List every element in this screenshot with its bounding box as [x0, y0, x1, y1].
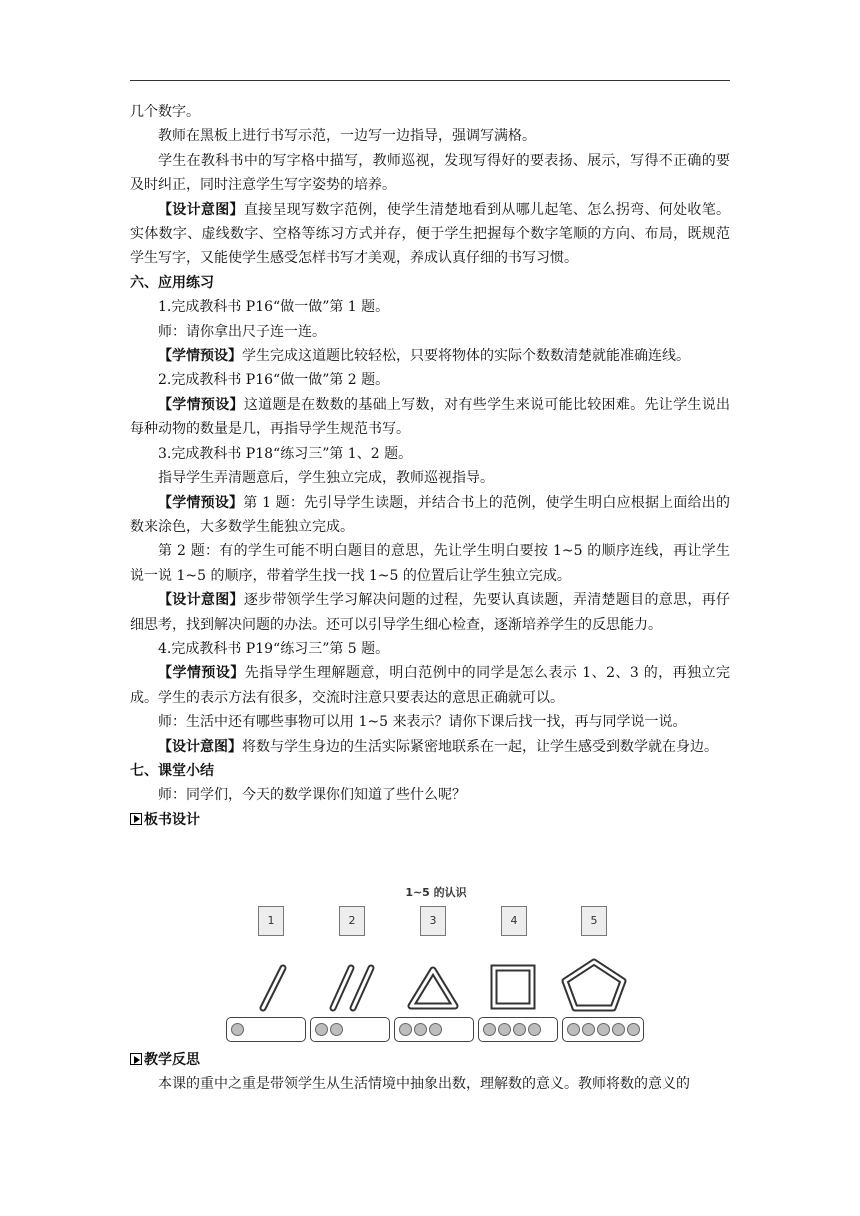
paragraph — [130, 393, 730, 442]
paragraph-text: 1.完成教科书 P16“做一做”第 1 题。 — [158, 299, 390, 316]
counter-dot — [315, 1023, 328, 1036]
dot-tray-2 — [310, 1017, 390, 1042]
counter-dot — [399, 1023, 412, 1036]
counter-dot — [483, 1023, 496, 1036]
paragraph-tag: 【设计意图】 — [158, 738, 242, 755]
counter-dot — [627, 1023, 640, 1036]
paragraph-text: 2.完成教科书 P16“做一做”第 2 题。 — [158, 372, 390, 389]
paragraph-text: 3.完成教科书 P18“练习三”第 1、2 题。 — [158, 445, 413, 462]
board-design-figure — [226, 880, 646, 1046]
play-icon — [130, 1053, 142, 1065]
paragraph-text: 这道题是在数数的基础上写数，对有些学生来说可能比较困难。先让学生说出每种动物的数量是几，再指导学生规范书写。 — [130, 396, 731, 438]
dot-tray-3 — [394, 1017, 474, 1042]
paragraph-text: 学生在教科书中的写字格中描写，教师巡视，发现写得好的要表扬、展示，写得不正确的要及时纠正，同时注意学生写字姿势的培养。 — [130, 152, 730, 194]
counter-dot — [567, 1023, 580, 1036]
counter-dot — [513, 1023, 526, 1036]
section-heading: 六、应用练习 — [130, 274, 214, 291]
paragraph — [130, 588, 730, 637]
paragraph — [130, 368, 730, 392]
paragraph — [130, 491, 730, 540]
counter-dot — [597, 1023, 610, 1036]
paragraph-text: 师：同学们，今天的数学课你们知道了些什么呢？ — [158, 787, 466, 804]
paragraph — [130, 637, 730, 661]
document-body — [130, 100, 730, 832]
number-card-4: 4 — [501, 906, 527, 936]
paragraph-text: 指导学生弄清题意后，学生独立完成，教师巡视指导。 — [158, 470, 494, 487]
header-rule — [130, 80, 730, 81]
dot-tray-1 — [226, 1017, 306, 1042]
paragraph — [130, 466, 730, 490]
number-card-2: 2 — [339, 906, 365, 936]
dot-tray-5 — [562, 1017, 644, 1042]
paragraph — [130, 344, 730, 368]
paragraph-text: 第 2 题：有的学生可能不明白题目的意思，先让学生明白要按 1~5 的顺序连线，再让学生说一说 1~5 的顺序，带着学生找一找 1~5 的位置后让学生独立完成。 — [130, 543, 730, 584]
paragraph — [130, 320, 730, 344]
paragraph-text: 本课的重中之重是带领学生从生活情境中抽象出数，理解数的意义。教师将数的意义的 — [158, 1076, 690, 1093]
counter-dot — [612, 1023, 625, 1036]
paragraph-tag: 【学情预设】 — [158, 396, 244, 413]
paragraph — [130, 783, 730, 807]
counter-dot — [498, 1023, 511, 1036]
section-heading: 七、课堂小结 — [130, 762, 214, 779]
paragraph-tag: 【学情预设】 — [158, 348, 242, 365]
paragraph-text: 先指导学生理解题意，明白范例中的同学是怎么表示 1、2、3 的，再独立完成。学生的表示方法有很多，交流时注意只要表达的意思正确就可以。 — [130, 665, 731, 706]
paragraph-text: 4.完成教科书 P19“练习三”第 5 题。 — [158, 640, 390, 657]
square-sticks — [494, 968, 532, 1006]
paragraph-text: 逐步带领学生学习解决问题的过程，先要认真读题，弄清楚题目的意思，再仔细思考，找到解决问题的办法。还可以引导学生细心检查，逐渐培养学生的反思能力。 — [130, 592, 731, 633]
paragraph — [130, 735, 730, 759]
paragraph — [130, 661, 730, 710]
paragraph — [130, 124, 730, 148]
paragraph — [130, 710, 730, 734]
paragraph-text: 教师在黑板上进行书写示范，一边写一边指导，强调写满格。 — [158, 128, 536, 145]
paragraph — [130, 442, 730, 466]
section-title — [130, 808, 730, 832]
counter-dot — [414, 1023, 427, 1036]
play-icon — [130, 813, 142, 825]
paragraph-tag: 【学情预设】 — [158, 665, 245, 682]
paragraph-text: 将数与学生身边的生活实际紧密地联系在一起，让学生感受到数学就在身边。 — [242, 738, 718, 755]
paragraph-tag: 【学情预设】 — [158, 494, 244, 511]
paragraph — [130, 539, 730, 588]
counter-dot — [582, 1023, 595, 1036]
paragraph-tag: 【设计意图】 — [158, 592, 244, 609]
paragraph — [130, 198, 730, 271]
paragraph-tag: 【设计意图】 — [158, 201, 244, 218]
counter-dot — [231, 1023, 244, 1036]
paragraph — [130, 1072, 730, 1096]
section-title — [130, 1048, 730, 1072]
paragraph-text: 几个数字。 — [130, 104, 200, 120]
section-title-text: 板书设计 — [144, 811, 200, 828]
paragraph-text: 师：生活中还有哪些事物可以用 1~5 来表示？请你下课后找一找，再与同学说一说。 — [158, 714, 687, 731]
paragraph-text: 第 1 题：先引导学生读题，并结合书上的范例，使学生明白应根据上面给出的数来涂色，大多数学生能独立完成。 — [130, 494, 730, 535]
counter-dot — [429, 1023, 442, 1036]
paragraph — [130, 295, 730, 319]
number-card-1: 1 — [258, 906, 284, 936]
board-title: 1~5 的认识 — [405, 886, 467, 899]
paragraph-text: 直接呈现写数字范例，使学生清楚地看到从哪儿起笔、怎么拐弯、何处收笔。实体数字、虚线数字、空格等练习方式并存，便于学生把握每个数字笔顺的方向、布局，既规范学生写字，又能使学生感受怎样书写才美观，养成认真仔细的书写习惯。 — [130, 201, 731, 267]
counter-dot — [528, 1023, 541, 1036]
counter-dot — [330, 1023, 343, 1036]
section-title-text: 教学反思 — [144, 1052, 200, 1068]
number-card-3: 3 — [420, 906, 446, 936]
paragraph-text: 学生完成这道题比较轻松，只要将物体的实际个数数清楚就能准确连线。 — [242, 348, 690, 365]
document-body-continued — [130, 1048, 730, 1097]
number-card-5: 5 — [581, 906, 607, 936]
paragraph — [130, 149, 730, 198]
dot-tray-4 — [478, 1017, 558, 1042]
paragraph-text: 师：请你拿出尺子连一连。 — [158, 323, 326, 340]
triangle-sticks — [411, 970, 455, 1006]
paragraph — [130, 100, 730, 124]
